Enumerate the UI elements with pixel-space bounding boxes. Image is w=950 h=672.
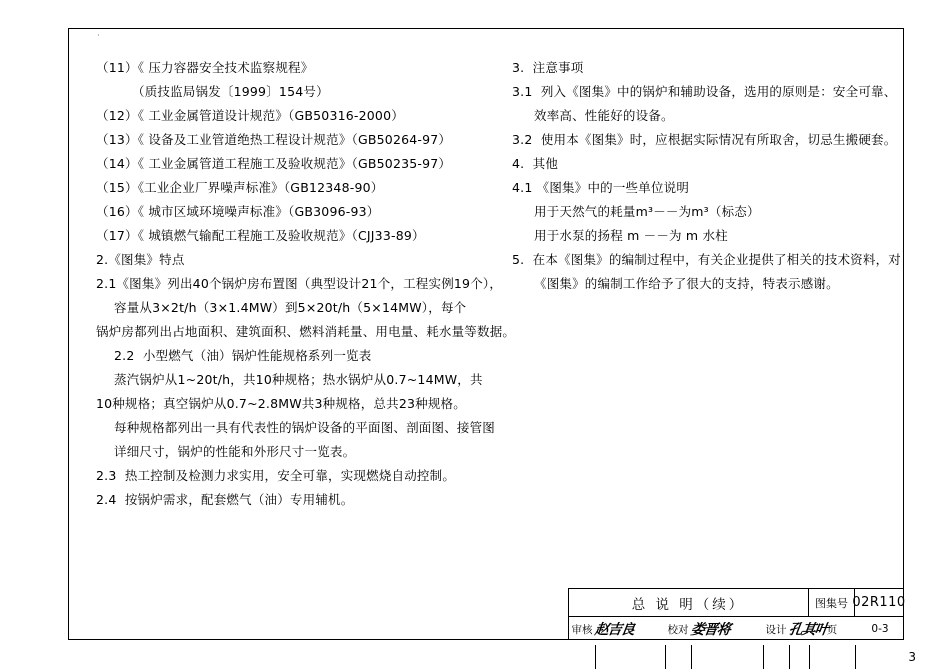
page-value: 0-3 bbox=[871, 623, 889, 635]
text-line: 详细尺寸，锅炉的性能和外形尺寸一览表。 bbox=[114, 444, 356, 459]
text-line: 用于天然气的耗量m³－－为m³（标态） bbox=[534, 204, 760, 219]
title-block bbox=[568, 588, 904, 640]
text-line: （15）《工业企业厂界噪声标准》（GB12348-90） bbox=[96, 180, 384, 195]
text-line: 5. 在本《图集》的编制过程中，有关企业提供了相关的技术资料，对 bbox=[512, 252, 901, 267]
text-line: 2.2 小型燃气（油）锅炉性能规格系列一览表 bbox=[114, 348, 372, 363]
text-line: （13）《 设备及工业管道绝热工程设计规范》（GB50264-97） bbox=[96, 132, 452, 147]
text-line: 容量从3×2t/h（3×1.4MW）到5×20t/h（5×14MW），每个 bbox=[114, 300, 467, 315]
text-line: 10种规格；真空锅炉从0.7~2.8MW共3种规格，总共23种规格。 bbox=[96, 396, 466, 411]
title-block-bottom-row bbox=[569, 617, 903, 641]
text-line: 锅炉房都列出占地面积、建筑面积、燃料消耗量、用电量、耗水量等数据。 bbox=[96, 324, 516, 339]
text-line: （17）《 城镇燃气输配工程施工及验收规范》（CJJ33-89） bbox=[96, 228, 425, 243]
text-line: （14）《 工业金属管道工程施工及验收规范》（GB50235-97） bbox=[96, 156, 452, 171]
text-line: 3. 注意事项 bbox=[512, 60, 584, 75]
text-line: 每种规格都列出一具有代表性的锅炉设备的平面图、剖面图、接管图 bbox=[114, 420, 496, 435]
text-line: （11）《 压力容器安全技术监察规程》 bbox=[96, 60, 314, 75]
divider bbox=[691, 645, 692, 669]
check-label: 校对 bbox=[667, 623, 689, 636]
text-line: 《图集》的编制工作给予了很大的支持，特表示感谢。 bbox=[534, 276, 839, 291]
divider bbox=[855, 645, 856, 669]
atlas-no-label: 图集号 bbox=[809, 589, 855, 616]
text-line: 用于水泵的扬程 m －－为 m 水柱 bbox=[534, 228, 728, 243]
text-line: （16）《 城市区域环境噪声标准》（GB3096-93） bbox=[96, 204, 380, 219]
text-line: 2.3 热工控制及检测力求实用，安全可靠，实现燃烧自动控制。 bbox=[96, 468, 456, 483]
divider bbox=[763, 645, 764, 669]
divider bbox=[789, 645, 790, 669]
corner-mark: ˙ bbox=[96, 34, 101, 45]
text-line: 效率高、性能好的设备。 bbox=[534, 108, 674, 123]
text-line: 3.2 使用本《图集》时，应根据实际情况有所取舍，切忌生搬硬套。 bbox=[512, 132, 897, 147]
text-line: 蒸汽锅炉从1~20t/h，共10种规格；热水锅炉从0.7~14MW，共 bbox=[114, 372, 483, 387]
divider bbox=[665, 645, 666, 669]
text-line: 2.《图集》特点 bbox=[96, 252, 185, 267]
text-line: 4. 其他 bbox=[512, 156, 559, 171]
right-text-column bbox=[512, 60, 901, 302]
page-label: 页 bbox=[826, 623, 838, 636]
design-label: 设计 bbox=[765, 623, 787, 636]
atlas-no-value: 02R110 bbox=[852, 595, 906, 610]
check-signature: 娄晋将 bbox=[689, 622, 731, 638]
review-label: 审核 bbox=[571, 623, 593, 636]
review-signature: 赵吉良 bbox=[593, 622, 635, 638]
left-text-column bbox=[96, 60, 516, 518]
text-line: 2.1《图集》列出40个锅炉房布置图（典型设计21个，工程实例19个）， bbox=[96, 276, 503, 291]
text-line: 2.4 按锅炉需求，配套燃气（油）专用辅机。 bbox=[96, 492, 354, 507]
divider bbox=[809, 645, 810, 669]
text-line: 3.1 列入《图集》中的锅炉和辅助设备，选用的原则是：安全可靠、 bbox=[512, 84, 897, 99]
design-signature: 孔其叶 bbox=[787, 622, 829, 638]
title-block-top-row bbox=[569, 589, 906, 617]
divider bbox=[595, 645, 596, 669]
page-footer-number: 3 bbox=[908, 650, 916, 664]
text-line: （质技监局锅发〔1999〕154号） bbox=[132, 84, 329, 99]
sheet-title: 总 说 明（续） bbox=[569, 589, 809, 616]
text-line: 4.1 《图集》中的一些单位说明 bbox=[512, 180, 690, 195]
text-line: （12）《 工业金属管道设计规范》（GB50316-2000） bbox=[96, 108, 404, 123]
